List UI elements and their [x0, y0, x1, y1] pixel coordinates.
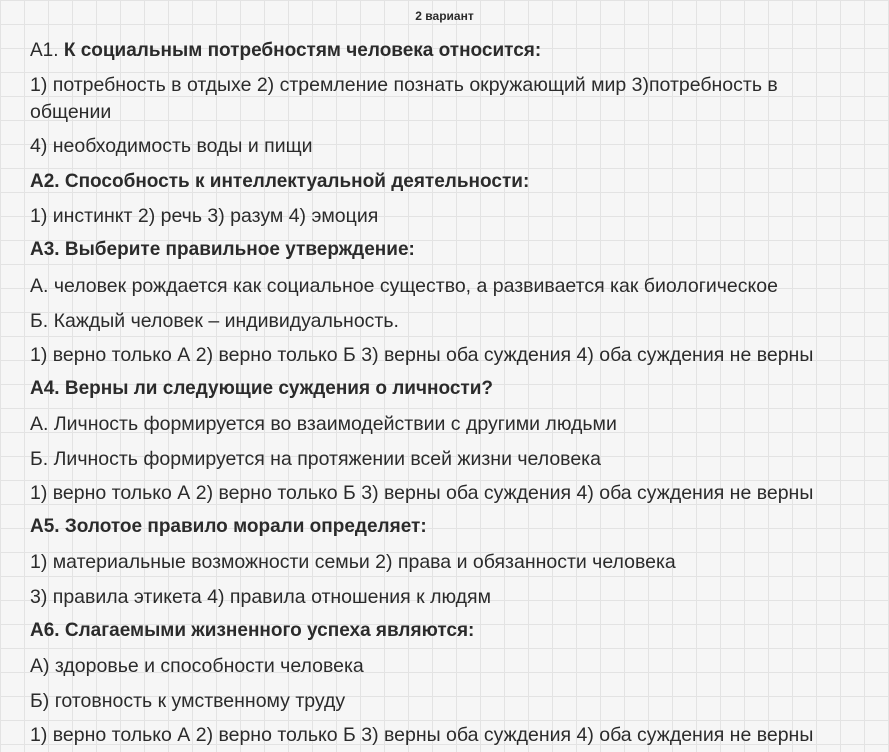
- question-number: А1.: [30, 40, 59, 61]
- question-a1-heading: [30, 38, 883, 64]
- answer-line: 4) необходимость воды и пищи: [30, 135, 313, 157]
- question-text: Слагаемыми жизненного успеха являются:: [64, 620, 475, 641]
- question-number: А5.: [30, 516, 60, 537]
- question-text: Золотое правило морали определяет:: [64, 516, 427, 537]
- answer-line: 1) потребность в отдыхе 2) стремление познать окружающий мир 3)потребность в: [30, 74, 778, 96]
- question-a4-heading: [30, 376, 883, 402]
- question-text: К социальным потребностям человека относится:: [63, 40, 542, 61]
- question-number: А6.: [30, 620, 60, 641]
- question-number: А2.: [30, 171, 60, 192]
- page-title: 2 вариант: [415, 9, 474, 23]
- statement-line: А) здоровье и способности человека: [30, 655, 364, 677]
- answer-line: 1) верно только А 2) верно только Б 3) верны оба суждения 4) оба суждения не верны: [30, 344, 814, 366]
- question-text: Выберите правильное утверждение:: [64, 239, 415, 260]
- answer-line: 3) правила этикета 4) правила отношения к людям: [30, 586, 492, 608]
- question-a2-heading: [30, 169, 883, 195]
- statement-line: Б. Каждый человек – индивидуальность.: [30, 310, 399, 332]
- question-a6-heading: [30, 618, 883, 644]
- statement-line: Б) готовность к умственному труду: [30, 690, 346, 712]
- answer-line: 1) инстинкт 2) речь 3) разум 4) эмоция: [30, 205, 379, 227]
- answer-line: 1) верно только А 2) верно только Б 3) верны оба суждения 4) оба суждения не верны: [30, 724, 814, 746]
- question-a3-heading: [30, 237, 883, 263]
- statement-line: А. человек рождается как социальное существо, а развивается как биологическое: [30, 275, 778, 297]
- question-number: А3.: [30, 239, 60, 260]
- statement-line: Б. Личность формируется на протяжении всей жизни человека: [30, 448, 601, 470]
- answer-line: 1) верно только А 2) верно только Б 3) верны оба суждения 4) оба суждения не верны: [30, 482, 814, 504]
- question-number: А4.: [30, 378, 60, 399]
- question-text: Способность к интеллектуальной деятельности:: [64, 171, 530, 192]
- question-text: Верны ли следующие суждения о личности?: [64, 378, 493, 399]
- question-a5-heading: [30, 514, 883, 540]
- answer-line: общении: [30, 101, 112, 123]
- answer-line: 1) материальные возможности семьи 2) права и обязанности человека: [30, 551, 676, 573]
- statement-line: А. Личность формируется во взаимодействии с другими людьми: [30, 413, 617, 435]
